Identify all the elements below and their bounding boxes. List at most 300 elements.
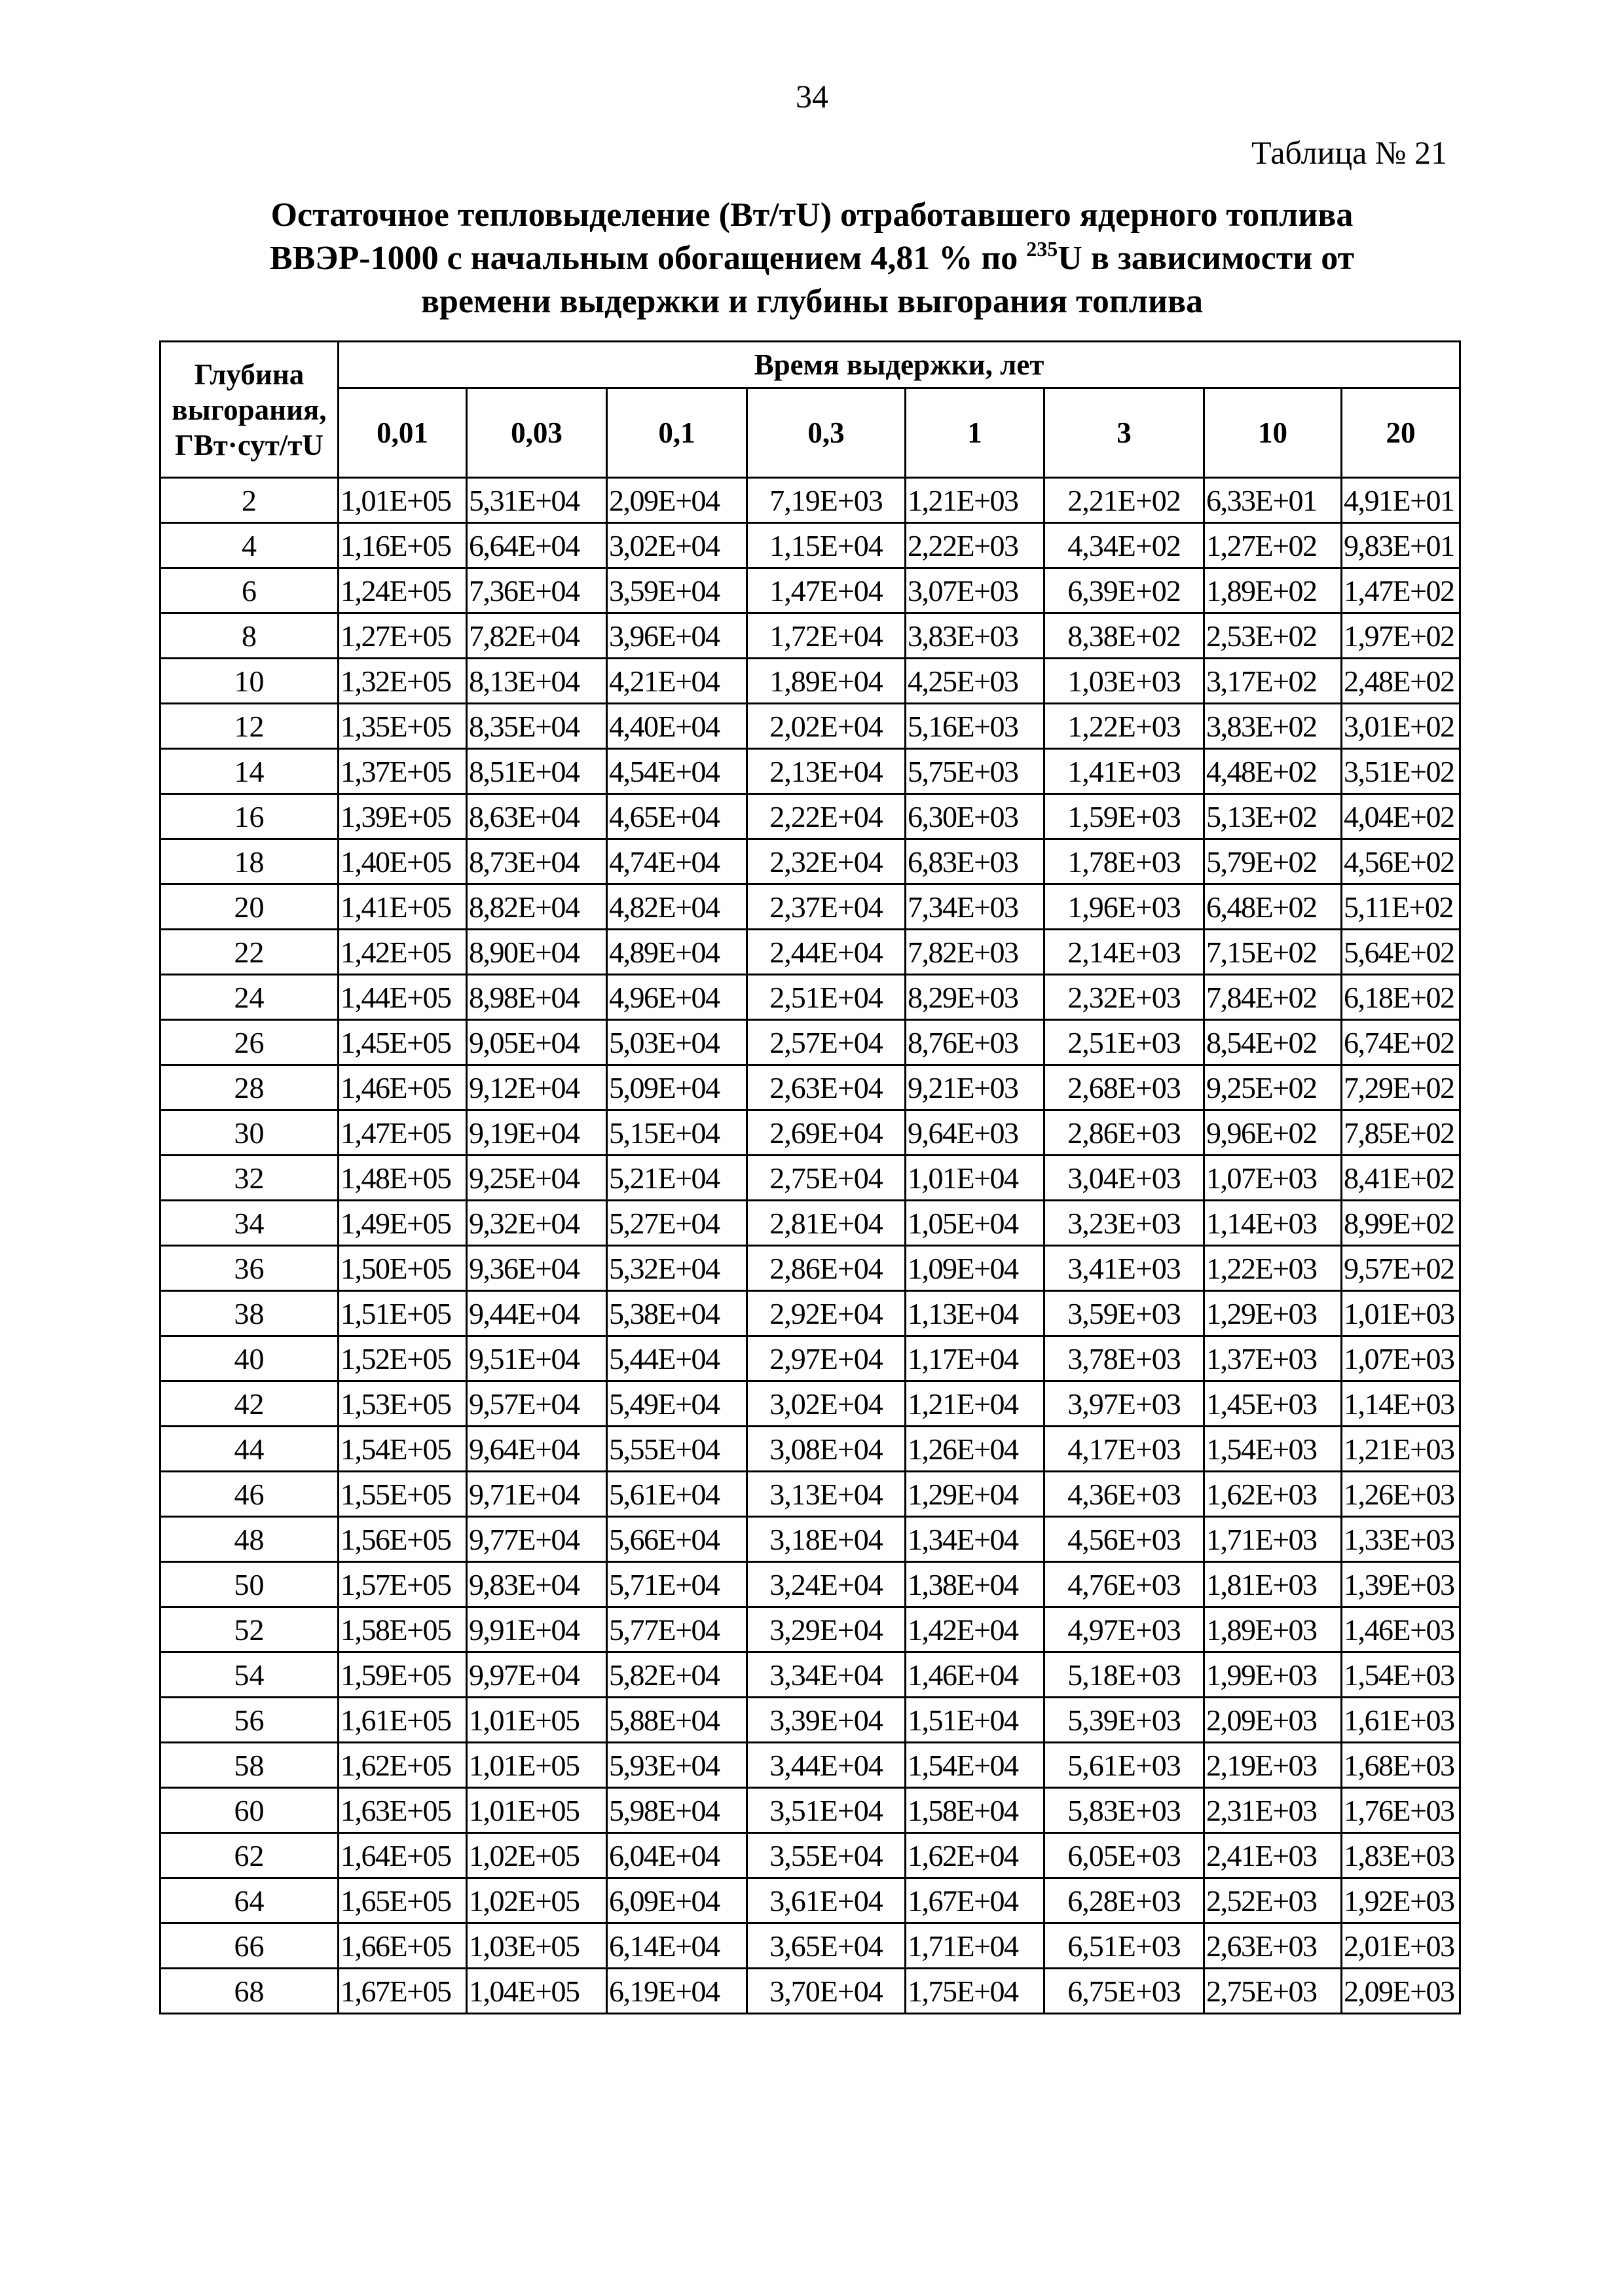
decay-heat-cell: 2,86E+03: [1044, 1110, 1204, 1156]
decay-heat-cell: 1,58E+04: [906, 1788, 1044, 1833]
decay-heat-cell: 9,36E+04: [467, 1246, 607, 1291]
decay-heat-cell: 1,22E+03: [1044, 704, 1204, 749]
decay-heat-cell: 2,51E+04: [747, 975, 906, 1020]
decay-heat-cell: 7,29E+02: [1342, 1065, 1460, 1110]
decay-heat-cell: 1,01E+05: [467, 1743, 607, 1788]
decay-heat-cell: 4,74E+04: [607, 839, 747, 884]
decay-heat-cell: 6,19E+04: [607, 1969, 747, 2014]
table-row: [160, 975, 1460, 1020]
decay-heat-cell: 6,18E+02: [1342, 975, 1460, 1020]
decay-heat-cell: 1,26E+03: [1342, 1472, 1460, 1517]
decay-heat-cell: 2,09E+03: [1204, 1698, 1342, 1743]
decay-heat-cell: 7,19E+03: [747, 478, 906, 523]
decay-heat-cell: 2,19E+03: [1204, 1743, 1342, 1788]
decay-heat-cell: 2,69E+04: [747, 1110, 906, 1156]
decay-heat-cell: 9,25E+04: [467, 1156, 607, 1201]
decay-heat-cell: 6,75E+03: [1044, 1969, 1204, 2014]
decay-heat-cell: 3,44E+04: [747, 1743, 906, 1788]
decay-heat-cell: 1,59E+05: [339, 1652, 467, 1698]
table-row: [160, 1607, 1460, 1652]
decay-heat-cell: 4,25E+03: [906, 659, 1044, 704]
burnup-depth-cell: 2: [160, 478, 339, 523]
decay-heat-cell: 1,05E+04: [906, 1201, 1044, 1246]
time-column-header: 0,3: [747, 388, 906, 478]
decay-heat-cell: 1,59E+03: [1044, 794, 1204, 839]
table-body: [160, 478, 1460, 2014]
decay-heat-cell: 1,47E+05: [339, 1110, 467, 1156]
decay-heat-cell: 1,46E+04: [906, 1652, 1044, 1698]
decay-heat-cell: 8,13E+04: [467, 659, 607, 704]
title-line-2-start: ВВЭР-1000 с начальным обогащением 4,81 % по: [269, 240, 1027, 277]
decay-heat-cell: 4,48E+02: [1204, 749, 1342, 794]
decay-heat-cell: 4,36E+03: [1044, 1472, 1204, 1517]
decay-heat-cell: 4,17E+03: [1044, 1427, 1204, 1472]
decay-heat-cell: 7,85E+02: [1342, 1110, 1460, 1156]
decay-heat-cell: 5,88E+04: [607, 1698, 747, 1743]
decay-heat-cell: 3,17E+02: [1204, 659, 1342, 704]
decay-heat-cell: 4,56E+03: [1044, 1517, 1204, 1562]
decay-heat-cell: 1,09E+04: [906, 1246, 1044, 1291]
decay-heat-cell: 4,76E+03: [1044, 1562, 1204, 1607]
decay-heat-cell: 8,99E+02: [1342, 1201, 1460, 1246]
decay-heat-cell: 1,55E+05: [339, 1472, 467, 1517]
decay-heat-cell: 4,56E+02: [1342, 839, 1460, 884]
burnup-depth-cell: 4: [160, 523, 339, 568]
table-row: [160, 659, 1460, 704]
burnup-depth-cell: 54: [160, 1652, 339, 1698]
decay-heat-cell: 5,55E+04: [607, 1427, 747, 1472]
table-row: [160, 1472, 1460, 1517]
burnup-depth-cell: 32: [160, 1156, 339, 1201]
time-column-header: 1: [906, 388, 1044, 478]
burnup-depth-cell: 34: [160, 1201, 339, 1246]
decay-heat-cell: 1,27E+05: [339, 613, 467, 659]
table-row: [160, 1156, 1460, 1201]
decay-heat-cell: 1,34E+04: [906, 1517, 1044, 1562]
decay-heat-cell: 2,48E+02: [1342, 659, 1460, 704]
decay-heat-cell: 5,09E+04: [607, 1065, 747, 1110]
decay-heat-cell: 3,97E+03: [1044, 1381, 1204, 1427]
decay-heat-cell: 6,83E+03: [906, 839, 1044, 884]
decay-heat-cell: 1,62E+03: [1204, 1472, 1342, 1517]
decay-heat-cell: 5,79E+02: [1204, 839, 1342, 884]
decay-heat-cell: 2,01E+03: [1342, 1923, 1460, 1969]
decay-heat-cell: 1,37E+05: [339, 749, 467, 794]
decay-heat-cell: 2,44E+04: [747, 930, 906, 975]
burnup-depth-cell: 44: [160, 1427, 339, 1472]
table-row: [160, 1698, 1460, 1743]
decay-heat-cell: 1,89E+02: [1204, 568, 1342, 613]
decay-heat-cell: 2,57E+04: [747, 1020, 906, 1065]
decay-heat-cell: 3,04E+03: [1044, 1156, 1204, 1201]
decay-heat-cell: 9,05E+04: [467, 1020, 607, 1065]
decay-heat-cell: 1,01E+04: [906, 1156, 1044, 1201]
decay-heat-cell: 1,89E+03: [1204, 1607, 1342, 1652]
decay-heat-cell: 1,41E+03: [1044, 749, 1204, 794]
decay-heat-cell: 3,83E+03: [906, 613, 1044, 659]
decay-heat-cell: 5,75E+03: [906, 749, 1044, 794]
decay-heat-cell: 1,38E+04: [906, 1562, 1044, 1607]
burnup-depth-cell: 18: [160, 839, 339, 884]
decay-heat-cell: 4,54E+04: [607, 749, 747, 794]
decay-heat-cell: 3,34E+04: [747, 1652, 906, 1698]
decay-heat-cell: 1,42E+05: [339, 930, 467, 975]
burnup-depth-cell: 30: [160, 1110, 339, 1156]
decay-heat-cell: 9,57E+04: [467, 1381, 607, 1427]
decay-heat-cell: 1,26E+04: [906, 1427, 1044, 1472]
decay-heat-cell: 1,96E+03: [1044, 884, 1204, 930]
table-row: [160, 1652, 1460, 1698]
decay-heat-cell: 9,32E+04: [467, 1201, 607, 1246]
decay-heat-cell: 1,71E+03: [1204, 1517, 1342, 1562]
decay-heat-cell: 8,54E+02: [1204, 1020, 1342, 1065]
decay-heat-cell: 9,64E+04: [467, 1427, 607, 1472]
burnup-depth-cell: 26: [160, 1020, 339, 1065]
decay-heat-cell: 1,45E+05: [339, 1020, 467, 1065]
decay-heat-cell: 3,51E+02: [1342, 749, 1460, 794]
decay-heat-cell: 6,33E+01: [1204, 478, 1342, 523]
decay-heat-cell: 1,75E+04: [906, 1969, 1044, 2014]
decay-heat-cell: 6,28E+03: [1044, 1878, 1204, 1923]
decay-heat-cell: 1,67E+04: [906, 1878, 1044, 1923]
decay-heat-cell: 2,81E+04: [747, 1201, 906, 1246]
decay-heat-cell: 1,42E+04: [906, 1607, 1044, 1652]
decay-heat-cell: 3,02E+04: [747, 1381, 906, 1427]
decay-heat-cell: 8,41E+02: [1342, 1156, 1460, 1201]
decay-heat-cell: 8,76E+03: [906, 1020, 1044, 1065]
decay-heat-cell: 6,74E+02: [1342, 1020, 1460, 1065]
decay-heat-cell: 2,92E+04: [747, 1291, 906, 1336]
decay-heat-cell: 2,97E+04: [747, 1336, 906, 1381]
decay-heat-cell: 6,30E+03: [906, 794, 1044, 839]
burnup-depth-cell: 40: [160, 1336, 339, 1381]
decay-heat-cell: 1,65E+05: [339, 1878, 467, 1923]
table-row: [160, 1065, 1460, 1110]
decay-heat-cell: 8,63E+04: [467, 794, 607, 839]
decay-heat-cell: 5,83E+03: [1044, 1788, 1204, 1833]
decay-heat-cell: 2,32E+04: [747, 839, 906, 884]
burnup-depth-cell: 10: [160, 659, 339, 704]
decay-heat-cell: 9,71E+04: [467, 1472, 607, 1517]
decay-heat-cell: 3,07E+03: [906, 568, 1044, 613]
decay-heat-cell: 4,40E+04: [607, 704, 747, 749]
burnup-depth-cell: 68: [160, 1969, 339, 2014]
decay-heat-cell: 3,65E+04: [747, 1923, 906, 1969]
decay-heat-cell: 5,31E+04: [467, 478, 607, 523]
decay-heat-cell: 5,18E+03: [1044, 1652, 1204, 1698]
burnup-depth-cell: 62: [160, 1833, 339, 1878]
decay-heat-cell: 1,67E+05: [339, 1969, 467, 2014]
burnup-depth-cell: 52: [160, 1607, 339, 1652]
decay-heat-cell: 8,90E+04: [467, 930, 607, 975]
table-row: [160, 1969, 1460, 2014]
burnup-depth-cell: 60: [160, 1788, 339, 1833]
decay-heat-cell: 5,66E+04: [607, 1517, 747, 1562]
time-column-header: 10: [1204, 388, 1342, 478]
decay-heat-cell: 1,61E+05: [339, 1698, 467, 1743]
title-line-2: [164, 237, 1460, 280]
decay-heat-cell: 5,64E+02: [1342, 930, 1460, 975]
decay-heat-cell: 1,14E+03: [1342, 1381, 1460, 1427]
decay-heat-cell: 2,32E+03: [1044, 975, 1204, 1020]
burnup-depth-cell: 28: [160, 1065, 339, 1110]
decay-heat-table: [159, 340, 1461, 2014]
decay-heat-cell: 3,13E+04: [747, 1472, 906, 1517]
cooling-time-columns-row: [160, 388, 1460, 478]
decay-heat-cell: 1,56E+05: [339, 1517, 467, 1562]
table-label: Таблица № 21: [1251, 134, 1447, 171]
decay-heat-cell: 5,38E+04: [607, 1291, 747, 1336]
time-column-header: 0,01: [339, 388, 467, 478]
decay-heat-cell: 2,02E+04: [747, 704, 906, 749]
decay-heat-cell: 2,75E+04: [747, 1156, 906, 1201]
decay-heat-cell: 7,15E+02: [1204, 930, 1342, 975]
decay-heat-cell: 2,31E+03: [1204, 1788, 1342, 1833]
table-row: [160, 794, 1460, 839]
decay-heat-cell: 1,01E+05: [467, 1788, 607, 1833]
decay-heat-cell: 5,82E+04: [607, 1652, 747, 1698]
decay-heat-cell: 6,05E+03: [1044, 1833, 1204, 1878]
burnup-depth-cell: 14: [160, 749, 339, 794]
burnup-depth-cell: 22: [160, 930, 339, 975]
burnup-depth-cell: 36: [160, 1246, 339, 1291]
decay-heat-cell: 5,21E+04: [607, 1156, 747, 1201]
decay-heat-cell: 1,15E+04: [747, 523, 906, 568]
table-row: [160, 839, 1460, 884]
decay-heat-cell: 1,39E+05: [339, 794, 467, 839]
decay-heat-cell: 1,01E+03: [1342, 1291, 1460, 1336]
table-row: [160, 1381, 1460, 1427]
decay-heat-cell: 1,40E+05: [339, 839, 467, 884]
decay-heat-cell: 9,21E+03: [906, 1065, 1044, 1110]
decay-heat-cell: 1,14E+03: [1204, 1201, 1342, 1246]
decay-heat-cell: 2,63E+03: [1204, 1923, 1342, 1969]
decay-heat-cell: 6,48E+02: [1204, 884, 1342, 930]
decay-heat-cell: 1,97E+02: [1342, 613, 1460, 659]
decay-heat-cell: 5,77E+04: [607, 1607, 747, 1652]
burnup-depth-cell: 58: [160, 1743, 339, 1788]
decay-heat-cell: 9,97E+04: [467, 1652, 607, 1698]
table-row: [160, 884, 1460, 930]
decay-heat-cell: 1,03E+03: [1044, 659, 1204, 704]
decay-heat-cell: 1,07E+03: [1342, 1336, 1460, 1381]
table-row: [160, 1291, 1460, 1336]
decay-heat-cell: 1,99E+03: [1204, 1652, 1342, 1698]
table-row: [160, 568, 1460, 613]
burnup-depth-cell: 16: [160, 794, 339, 839]
decay-heat-cell: 4,82E+04: [607, 884, 747, 930]
decay-heat-cell: 2,14E+03: [1044, 930, 1204, 975]
decay-heat-cell: 3,70E+04: [747, 1969, 906, 2014]
decay-heat-cell: 1,03E+05: [467, 1923, 607, 1969]
decay-heat-cell: 9,83E+01: [1342, 523, 1460, 568]
table-row: [160, 1427, 1460, 1472]
title-line-2-end: U в зависимости от: [1058, 240, 1355, 277]
decay-heat-cell: 9,77E+04: [467, 1517, 607, 1562]
decay-heat-cell: 1,54E+04: [906, 1743, 1044, 1788]
decay-heat-cell: 9,19E+04: [467, 1110, 607, 1156]
decay-heat-cell: 2,68E+03: [1044, 1065, 1204, 1110]
time-column-header: 0,03: [467, 388, 607, 478]
table-row: [160, 523, 1460, 568]
decay-heat-cell: 1,46E+05: [339, 1065, 467, 1110]
decay-heat-cell: 2,63E+04: [747, 1065, 906, 1110]
decay-heat-cell: 9,64E+03: [906, 1110, 1044, 1156]
title-line-1: Остаточное тепловыделение (Вт/тU) отработавшего ядерного топлива: [270, 196, 1354, 234]
decay-heat-cell: 1,07E+03: [1204, 1156, 1342, 1201]
decay-heat-cell: 1,63E+05: [339, 1788, 467, 1833]
decay-heat-cell: 5,71E+04: [607, 1562, 747, 1607]
decay-heat-cell: 7,84E+02: [1204, 975, 1342, 1020]
decay-heat-cell: 1,01E+05: [339, 478, 467, 523]
decay-heat-cell: 3,83E+02: [1204, 704, 1342, 749]
decay-heat-cell: 5,11E+02: [1342, 884, 1460, 930]
decay-heat-cell: 1,62E+05: [339, 1743, 467, 1788]
decay-heat-cell: 1,47E+04: [747, 568, 906, 613]
time-column-header: 3: [1044, 388, 1204, 478]
decay-heat-cell: 8,29E+03: [906, 975, 1044, 1020]
decay-heat-cell: 1,62E+04: [906, 1833, 1044, 1878]
decay-heat-cell: 9,51E+04: [467, 1336, 607, 1381]
decay-heat-cell: 3,55E+04: [747, 1833, 906, 1878]
burnup-depth-cell: 66: [160, 1923, 339, 1969]
decay-heat-cell: 1,46E+03: [1342, 1607, 1460, 1652]
decay-heat-cell: 1,21E+04: [906, 1381, 1044, 1427]
decay-heat-cell: 3,01E+02: [1342, 704, 1460, 749]
decay-heat-cell: 1,71E+04: [906, 1923, 1044, 1969]
decay-heat-cell: 1,27E+02: [1204, 523, 1342, 568]
decay-heat-cell: 3,29E+04: [747, 1607, 906, 1652]
decay-heat-cell: 2,22E+03: [906, 523, 1044, 568]
decay-heat-cell: 1,76E+03: [1342, 1788, 1460, 1833]
decay-heat-cell: 8,35E+04: [467, 704, 607, 749]
decay-heat-cell: 2,41E+03: [1204, 1833, 1342, 1878]
decay-heat-cell: 1,78E+03: [1044, 839, 1204, 884]
decay-heat-cell: 1,22E+03: [1204, 1246, 1342, 1291]
decay-heat-cell: 1,58E+05: [339, 1607, 467, 1652]
decay-heat-cell: 1,49E+05: [339, 1201, 467, 1246]
decay-heat-cell: 1,35E+05: [339, 704, 467, 749]
decay-heat-cell: 1,37E+03: [1204, 1336, 1342, 1381]
decay-heat-cell: 2,22E+04: [747, 794, 906, 839]
decay-heat-cell: 2,13E+04: [747, 749, 906, 794]
decay-heat-cell: 5,44E+04: [607, 1336, 747, 1381]
decay-heat-cell: 3,24E+04: [747, 1562, 906, 1607]
decay-heat-cell: 1,24E+05: [339, 568, 467, 613]
decay-heat-cell: 2,09E+04: [607, 478, 747, 523]
decay-heat-cell: 2,53E+02: [1204, 613, 1342, 659]
decay-heat-cell: 1,33E+03: [1342, 1517, 1460, 1562]
decay-heat-cell: 4,65E+04: [607, 794, 747, 839]
decay-heat-cell: 2,21E+02: [1044, 478, 1204, 523]
decay-heat-cell: 1,64E+05: [339, 1833, 467, 1878]
decay-heat-cell: 1,68E+03: [1342, 1743, 1460, 1788]
decay-heat-cell: 9,83E+04: [467, 1562, 607, 1607]
decay-heat-cell: 2,37E+04: [747, 884, 906, 930]
decay-heat-cell: 9,44E+04: [467, 1291, 607, 1336]
table-row: [160, 1020, 1460, 1065]
decay-heat-cell: 5,61E+03: [1044, 1743, 1204, 1788]
decay-heat-cell: 4,89E+04: [607, 930, 747, 975]
decay-heat-cell: 5,49E+04: [607, 1381, 747, 1427]
table-row: [160, 749, 1460, 794]
decay-heat-cell: 6,09E+04: [607, 1878, 747, 1923]
decay-heat-cell: 1,92E+03: [1342, 1878, 1460, 1923]
decay-heat-cell: 1,66E+05: [339, 1923, 467, 1969]
decay-heat-cell: 3,23E+03: [1044, 1201, 1204, 1246]
page-number: 34: [796, 78, 828, 115]
table-row: [160, 613, 1460, 659]
decay-heat-cell: 9,25E+02: [1204, 1065, 1342, 1110]
decay-heat-cell: 1,72E+04: [747, 613, 906, 659]
burnup-depth-cell: 46: [160, 1472, 339, 1517]
decay-heat-cell: 7,82E+03: [906, 930, 1044, 975]
decay-heat-cell: 3,96E+04: [607, 613, 747, 659]
burnup-depth-cell: 38: [160, 1291, 339, 1336]
decay-heat-cell: 1,17E+04: [906, 1336, 1044, 1381]
decay-heat-cell: 1,29E+04: [906, 1472, 1044, 1517]
decay-heat-cell: 3,18E+04: [747, 1517, 906, 1562]
decay-heat-cell: 9,96E+02: [1204, 1110, 1342, 1156]
decay-heat-cell: 1,21E+03: [906, 478, 1044, 523]
decay-heat-cell: 2,86E+04: [747, 1246, 906, 1291]
time-column-header: 20: [1342, 388, 1460, 478]
decay-heat-cell: 3,02E+04: [607, 523, 747, 568]
decay-heat-cell: 6,64E+04: [467, 523, 607, 568]
decay-heat-cell: 4,21E+04: [607, 659, 747, 704]
decay-heat-cell: 7,82E+04: [467, 613, 607, 659]
decay-heat-cell: 1,29E+03: [1204, 1291, 1342, 1336]
decay-heat-cell: 5,13E+02: [1204, 794, 1342, 839]
table-row: [160, 1878, 1460, 1923]
decay-heat-cell: 1,02E+05: [467, 1878, 607, 1923]
burnup-depth-cell: 64: [160, 1878, 339, 1923]
decay-heat-cell: 9,12E+04: [467, 1065, 607, 1110]
decay-heat-cell: 8,38E+02: [1044, 613, 1204, 659]
decay-heat-cell: 1,32E+05: [339, 659, 467, 704]
depth-header-line-1: Глубина: [194, 357, 304, 391]
decay-heat-cell: 5,27E+04: [607, 1201, 747, 1246]
depth-header-line-2: выгорания,: [172, 393, 327, 426]
decay-heat-cell: 3,39E+04: [747, 1698, 906, 1743]
table-row: [160, 704, 1460, 749]
decay-heat-cell: 9,91E+04: [467, 1607, 607, 1652]
decay-heat-cell: 1,44E+05: [339, 975, 467, 1020]
burnup-depth-cell: 24: [160, 975, 339, 1020]
table-title: [164, 194, 1460, 323]
table-row: [160, 1201, 1460, 1246]
table-row: [160, 1923, 1460, 1969]
decay-heat-cell: 8,98E+04: [467, 975, 607, 1020]
table-row: [160, 1788, 1460, 1833]
decay-heat-cell: 4,04E+02: [1342, 794, 1460, 839]
decay-heat-cell: 7,34E+03: [906, 884, 1044, 930]
decay-heat-cell: 5,32E+04: [607, 1246, 747, 1291]
table-row: [160, 930, 1460, 975]
depth-header-line-3: ГВт·сут/тU: [175, 428, 323, 462]
table-row: [160, 1833, 1460, 1878]
decay-heat-cell: 7,36E+04: [467, 568, 607, 613]
decay-heat-cell: 5,98E+04: [607, 1788, 747, 1833]
decay-heat-cell: 2,75E+03: [1204, 1969, 1342, 2014]
decay-heat-cell: 1,54E+03: [1204, 1427, 1342, 1472]
decay-heat-cell: 8,51E+04: [467, 749, 607, 794]
decay-heat-cell: 4,91E+01: [1342, 478, 1460, 523]
decay-heat-cell: 3,41E+03: [1044, 1246, 1204, 1291]
decay-heat-cell: 6,39E+02: [1044, 568, 1204, 613]
burnup-depth-cell: 56: [160, 1698, 339, 1743]
decay-heat-cell: 3,08E+04: [747, 1427, 906, 1472]
